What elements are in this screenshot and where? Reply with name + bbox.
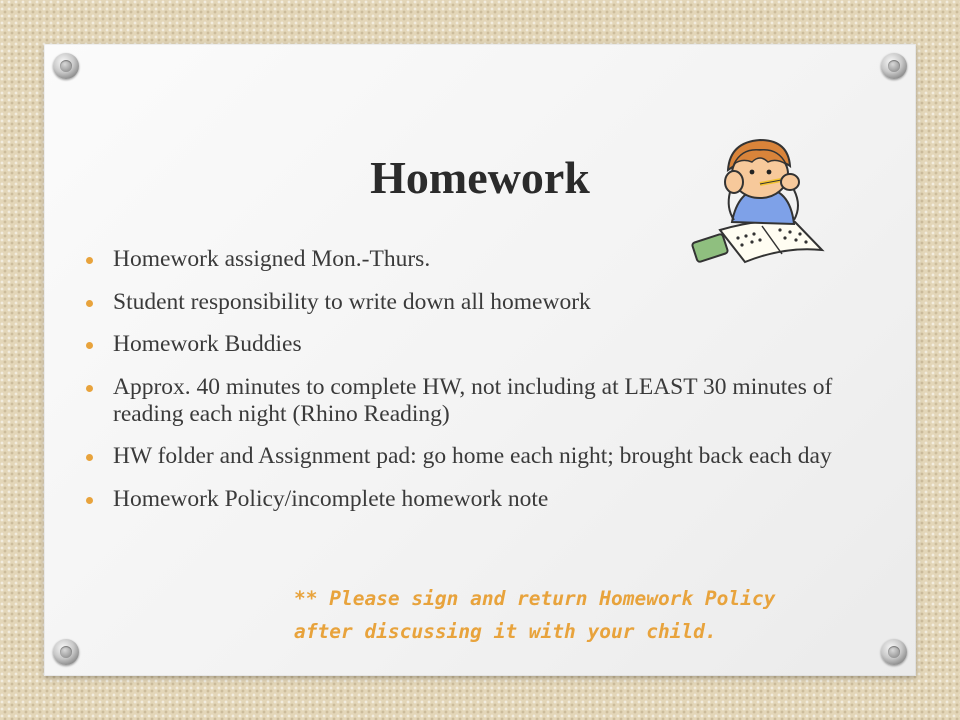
bullet-item — [86, 331, 866, 358]
bullet-item — [86, 289, 866, 316]
rivet-top-right-icon — [881, 53, 907, 79]
bullet-text: HW folder and Assignment pad: go home each night; brought back each day — [113, 443, 832, 469]
bullet-dot-icon — [86, 342, 93, 349]
slide-title: Homework — [370, 152, 590, 203]
student-doing-homework-icon — [690, 130, 830, 270]
bullet-item — [86, 443, 866, 470]
bullet-text: Homework assigned Mon.-Thurs. — [113, 246, 431, 272]
bullet-item — [86, 374, 866, 428]
bullet-text: Approx. 40 minutes to complete HW, not including at LEAST 30 minutes of reading each night (Rhino Reading) — [113, 373, 833, 427]
signature-note — [294, 582, 894, 648]
bullet-dot-icon — [86, 385, 93, 392]
bullet-list — [86, 246, 866, 528]
bullet-dot-icon — [86, 497, 93, 504]
note-line-2: after discussing it with your child. — [294, 620, 717, 643]
bullet-text: Homework Policy/incomplete homework note — [113, 485, 549, 512]
rivet-bottom-left-icon — [53, 639, 79, 665]
rivet-top-left-icon — [53, 53, 79, 79]
bullet-item — [86, 486, 866, 513]
note-line-1: ** Please sign and return Homework Policy — [294, 587, 776, 610]
bullet-dot-icon — [86, 257, 93, 264]
bullet-text: Student responsibility to write down all homework — [113, 288, 591, 315]
bullet-dot-icon — [86, 300, 93, 307]
bullet-dot-icon — [86, 454, 93, 461]
bullet-text: Homework Buddies — [113, 331, 302, 357]
